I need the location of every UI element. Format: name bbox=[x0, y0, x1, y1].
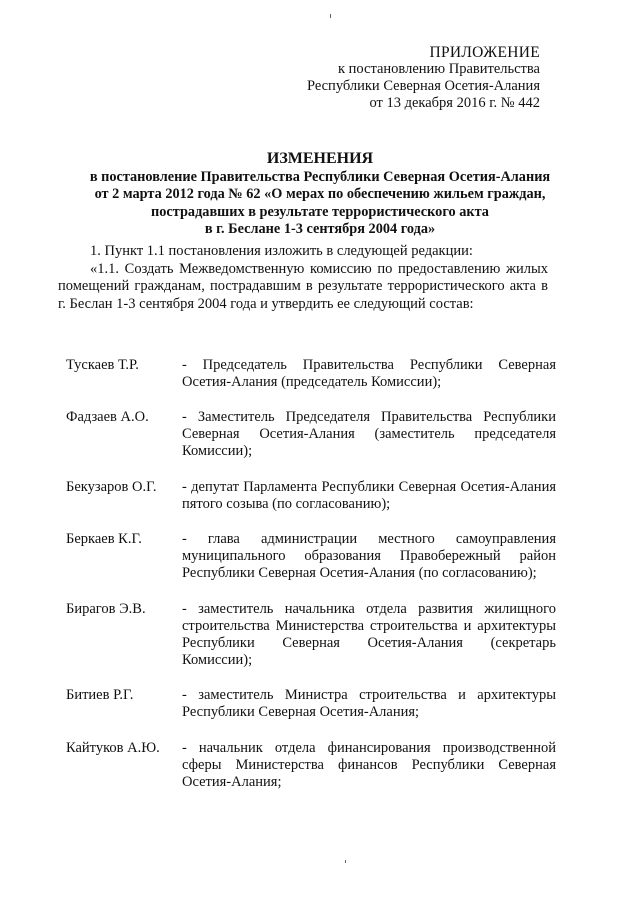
member-role: - Председатель Правительства Республики Северная Осетия-Алания (председатель Комиссии); bbox=[182, 357, 556, 390]
member-name: Бирагов Э.В. bbox=[66, 601, 146, 617]
member-name: Битиев Р.Г. bbox=[66, 687, 134, 703]
member-name: Бекузаров О.Г. bbox=[66, 479, 157, 495]
heading-title: ИЗМЕНЕНИЯ bbox=[266, 150, 374, 167]
appendix-date: от 13 декабря 2016 г. № 442 bbox=[369, 95, 540, 111]
member-name: Беркаев К.Г. bbox=[66, 531, 142, 547]
appendix-line: Республики Северная Осетия-Алания bbox=[306, 78, 540, 94]
scan-mark bbox=[345, 860, 346, 863]
scan-mark bbox=[330, 14, 331, 18]
member-role: - заместитель Министра строительства и архитектуры Республики Северная Осетия-Алания; bbox=[182, 687, 556, 720]
heading-line: от 2 марта 2012 года № 62 «О мерах по обеспечению жильем граждан, bbox=[94, 186, 546, 202]
heading-line: в г. Беслане 1-3 сентября 2004 года» bbox=[204, 221, 436, 237]
member-role: - Заместитель Председателя Правительства Республики Северная Осетия-Алания (заместитель председателя Комиссии); bbox=[182, 409, 556, 459]
member-role: - начальник отдела финансирования производственной сферы Министерства финансов Республики Северная Осетия-Алания; bbox=[182, 740, 556, 790]
member-role: - заместитель начальника отдела развития жилищного строительства Министерства строительства и архитектуры Республики Северная Осетия-Алания (секретарь Комиссии); bbox=[182, 601, 556, 668]
member-name: Кайтуков А.Ю. bbox=[66, 740, 160, 756]
member-name: Тускаев Т.Р. bbox=[66, 357, 139, 373]
appendix-title: ПРИЛОЖЕНИЕ bbox=[429, 44, 540, 61]
heading-line: в постановление Правительства Республики Северная Осетия-Алания bbox=[89, 168, 551, 185]
member-role: - депутат Парламента Республики Северная Осетия-Алания пятого созыва (по согласованию); bbox=[182, 479, 556, 512]
member-role: - глава администрации местного самоуправления муниципального образования Правобережный район Республики Северная Осетия-Алания (по согласованию); bbox=[182, 531, 556, 581]
paragraph-1: 1. Пункт 1.1 постановления изложить в следующей редакции: bbox=[90, 243, 473, 259]
heading-line: пострадавших в результате террористического акта bbox=[151, 203, 489, 220]
appendix-header bbox=[307, 44, 540, 112]
intro-text bbox=[58, 243, 548, 313]
appendix-line: к постановлению Правительства bbox=[338, 61, 540, 77]
paragraph-2: «1.1. Создать Межведомственную комиссию по предоставлению жилых помещений гражданам, пострадавшим в результате террористического акта в г. Беслан 1-3 сентября 2004 года и утвердить ее следующий состав: bbox=[58, 260, 548, 312]
document-heading bbox=[58, 150, 582, 239]
member-name: Фадзаев А.О. bbox=[66, 409, 149, 425]
